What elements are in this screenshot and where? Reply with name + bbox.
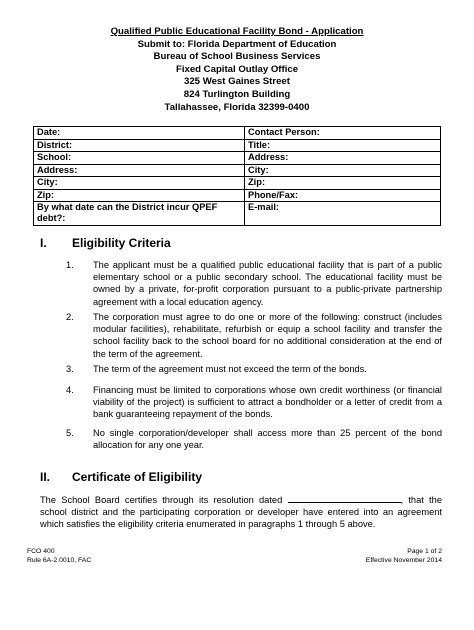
footer-left — [27, 548, 91, 565]
school-field[interactable]: School: — [34, 152, 245, 165]
item-text: The term of the agreement must not exceed the term of the bonds. — [93, 364, 367, 374]
table-row — [34, 189, 441, 202]
document-title: Qualified Public Educational Facility Bond - Application — [110, 26, 364, 37]
applicant-info-table — [33, 126, 441, 226]
office-line: Fixed Capital Outlay Office — [175, 63, 299, 75]
section-title: Eligibility Criteria — [72, 236, 171, 250]
street-line: 325 West Gaines Street — [184, 76, 290, 88]
item-text: No single corporation/developer shall access more than 25 percent of the bond allocation for any one year. — [93, 428, 442, 451]
page-number: Page 1 of 2 — [407, 548, 442, 555]
city-line: Tallahassee, Florida 32399-0400 — [164, 101, 310, 113]
certificate-paragraph — [40, 493, 442, 531]
item-number: 3. — [66, 364, 74, 374]
school-zip-field[interactable]: Zip: — [34, 189, 245, 202]
title-field[interactable]: Title: — [245, 139, 441, 152]
rule-reference: Rule 6A-2.0010, FAC — [27, 556, 92, 564]
table-row — [34, 139, 441, 152]
resolution-date-field[interactable] — [288, 493, 401, 503]
form-number: FCO 400 — [27, 548, 55, 555]
certificate-text-start: The School Board certifies through its resolution dated — [40, 495, 283, 505]
school-address-field[interactable]: Address: — [34, 164, 245, 177]
item-text: The corporation must agree to do one or more of the following: construct (includes modular facilities), rehabilitate, refurbish or equip a school facility and transfer the school facility back to the school board for no additional consideration at the end of the term of the agreement. — [93, 312, 442, 359]
submit-to-line: Submit to: Florida Department of Education — [137, 38, 337, 50]
phone-fax-field[interactable]: Phone/Fax: — [245, 189, 441, 202]
school-city-field[interactable]: City: — [34, 177, 245, 190]
email-field[interactable]: E-mail: — [245, 202, 441, 226]
item-number: 4. — [66, 385, 74, 395]
contact-address-field[interactable]: Address: — [245, 152, 441, 165]
contact-city-field[interactable]: City: — [245, 164, 441, 177]
item-number: 5. — [66, 428, 74, 438]
item-number: 1. — [66, 260, 74, 270]
building-line: 824 Turlington Building — [183, 88, 291, 100]
item-text: Financing must be limited to corporations whose own credit worthiness (or financial viability of the project) is sufficient to attract a bondholder or a letter of credit from a bank guaranteeing repayment of the bonds. — [93, 385, 442, 420]
table-row — [34, 164, 441, 177]
contact-person-field[interactable]: Contact Person: — [245, 127, 441, 140]
item-number: 2. — [66, 312, 74, 322]
district-field[interactable]: District: — [34, 139, 245, 152]
section-number: I. — [40, 236, 47, 250]
section-title: Certificate of Eligibility — [72, 470, 203, 484]
bureau-line: Bureau of School Business Services — [153, 51, 321, 63]
item-text: The applicant must be a qualified public educational facility that is part of a public elementary school or a public secondary school. The educational facility must be owned by a private, for-profit corporation pursuant to a public-private partnership agreement with a local education agency. — [93, 260, 442, 307]
table-row — [34, 152, 441, 165]
table-row — [34, 127, 441, 140]
debt-date-field[interactable]: By what date can the District incur QPEF debt?: — [34, 202, 245, 226]
document-header — [0, 26, 474, 114]
table-row — [34, 177, 441, 190]
section-number: II. — [40, 470, 51, 484]
date-field[interactable]: Date: — [34, 127, 245, 140]
contact-zip-field[interactable]: Zip: — [245, 177, 441, 190]
footer-right — [366, 548, 442, 565]
table-row — [34, 202, 441, 226]
certificate-text-end: , that the school district and the participating corporation or developer have entered into an agreement which satisfies the eligibility criteria enumerated in paragraphs 1 through 5 above. — [40, 495, 442, 530]
effective-date: Effective November 2014 — [365, 556, 442, 564]
